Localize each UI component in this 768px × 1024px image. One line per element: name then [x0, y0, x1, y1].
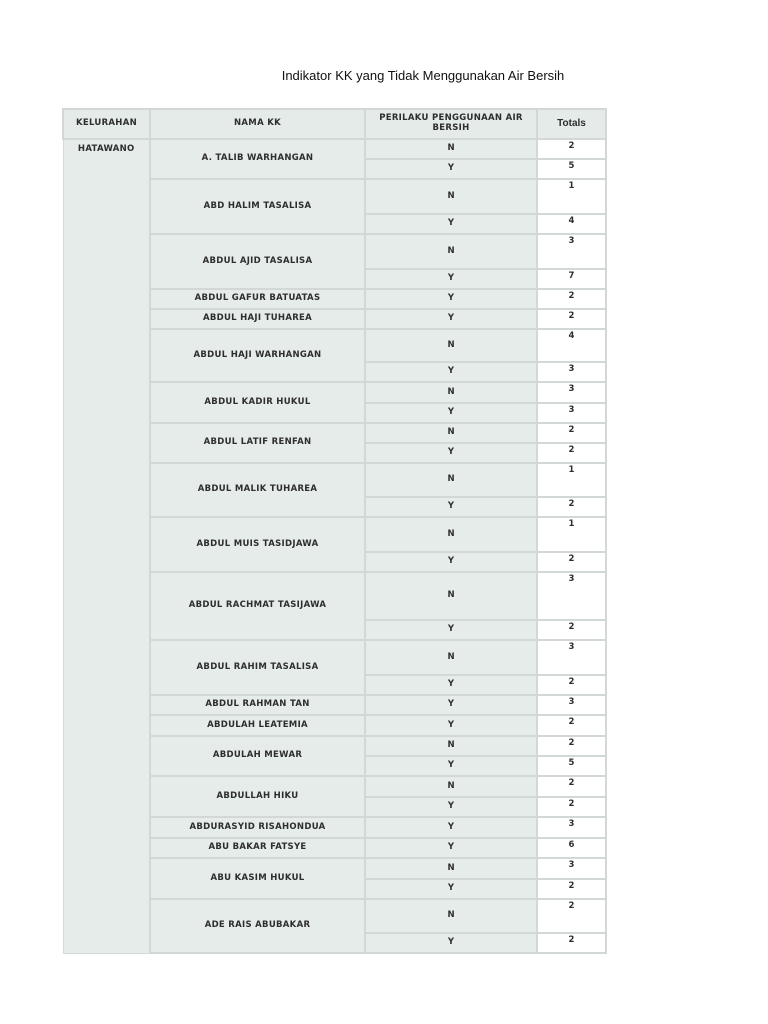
nama-kk-cell: ABDULAH LEATEMIA — [150, 715, 365, 736]
kelurahan-cell: HATAWANO — [63, 139, 150, 953]
total-cell: 2 — [537, 933, 606, 953]
column-header-kelurahan: KELURAHAN — [63, 109, 150, 139]
perilaku-cell: N — [365, 139, 537, 159]
perilaku-cell: Y — [365, 362, 537, 382]
perilaku-cell: N — [365, 382, 537, 403]
perilaku-cell: Y — [365, 443, 537, 463]
total-cell: 4 — [537, 329, 606, 362]
perilaku-cell: N — [365, 234, 537, 269]
total-cell: 3 — [537, 362, 606, 382]
perilaku-cell: Y — [365, 838, 537, 858]
perilaku-cell: N — [365, 423, 537, 443]
perilaku-cell: N — [365, 179, 537, 214]
total-cell: 3 — [537, 640, 606, 675]
nama-kk-cell: ABU BAKAR FATSYE — [150, 838, 365, 858]
nama-kk-cell: ADE RAIS ABUBAKAR — [150, 899, 365, 953]
total-cell: 2 — [537, 552, 606, 572]
nama-kk-cell: ABU KASIM HUKUL — [150, 858, 365, 899]
nama-kk-cell: ABDUL RACHMAT TASIJAWA — [150, 572, 365, 640]
column-header-nama-kk: NAMA KK — [150, 109, 365, 139]
nama-kk-cell: ABDURASYID RISAHONDUA — [150, 817, 365, 838]
total-cell: 5 — [537, 159, 606, 179]
total-cell: 3 — [537, 695, 606, 715]
total-cell: 3 — [537, 817, 606, 838]
total-cell: 2 — [537, 776, 606, 797]
total-cell: 2 — [537, 309, 606, 329]
total-cell: 1 — [537, 517, 606, 552]
total-cell: 2 — [537, 139, 606, 159]
perilaku-cell: Y — [365, 214, 537, 234]
total-cell: 2 — [537, 675, 606, 695]
perilaku-cell: N — [365, 517, 537, 552]
total-cell: 2 — [537, 497, 606, 517]
total-cell: 2 — [537, 715, 606, 736]
total-cell: 3 — [537, 234, 606, 269]
total-cell: 5 — [537, 756, 606, 776]
data-table — [62, 108, 607, 954]
perilaku-cell: Y — [365, 497, 537, 517]
perilaku-cell: Y — [365, 675, 537, 695]
column-header-perilaku: PERILAKU PENGGUNAAN AIR BERSIH — [365, 109, 537, 139]
perilaku-cell: N — [365, 736, 537, 756]
nama-kk-cell: ABDUL MALIK TUHAREA — [150, 463, 365, 517]
perilaku-cell: N — [365, 858, 537, 879]
perilaku-cell: N — [365, 640, 537, 675]
total-cell: 2 — [537, 899, 606, 933]
nama-kk-cell: ABDUL GAFUR BATUATAS — [150, 289, 365, 309]
nama-kk-cell: ABDUL HAJI TUHAREA — [150, 309, 365, 329]
total-cell: 2 — [537, 620, 606, 640]
perilaku-cell: Y — [365, 797, 537, 817]
perilaku-cell: Y — [365, 159, 537, 179]
total-cell: 3 — [537, 572, 606, 620]
perilaku-cell: Y — [365, 695, 537, 715]
table-body — [63, 139, 606, 953]
total-cell: 2 — [537, 289, 606, 309]
perilaku-cell: N — [365, 776, 537, 797]
total-cell: 2 — [537, 879, 606, 899]
perilaku-cell: Y — [365, 620, 537, 640]
nama-kk-cell: ABDUL AJID TASALISA — [150, 234, 365, 289]
nama-kk-cell: ABDUL RAHIM TASALISA — [150, 640, 365, 695]
nama-kk-cell: ABD HALIM TASALISA — [150, 179, 365, 234]
perilaku-cell: N — [365, 572, 537, 620]
nama-kk-cell: ABDUL HAJI WARHANGAN — [150, 329, 365, 382]
total-cell: 2 — [537, 797, 606, 817]
page-title: Indikator KK yang Tidak Menggunakan Air Bersih — [281, 68, 565, 83]
perilaku-cell: Y — [365, 879, 537, 899]
perilaku-cell: Y — [365, 309, 537, 329]
perilaku-cell: Y — [365, 269, 537, 289]
nama-kk-cell: ABDUL RAHMAN TAN — [150, 695, 365, 715]
nama-kk-cell: ABDUL KADIR HUKUL — [150, 382, 365, 423]
header-row — [63, 109, 606, 139]
nama-kk-cell: A. TALIB WARHANGAN — [150, 139, 365, 179]
perilaku-cell: Y — [365, 552, 537, 572]
total-cell: 7 — [537, 269, 606, 289]
perilaku-cell: Y — [365, 289, 537, 309]
total-cell: 2 — [537, 736, 606, 756]
perilaku-cell: N — [365, 329, 537, 362]
table-row — [63, 139, 606, 159]
perilaku-cell: Y — [365, 817, 537, 838]
nama-kk-cell: ABDULLAH HIKU — [150, 776, 365, 817]
total-cell: 3 — [537, 403, 606, 423]
nama-kk-cell: ABDUL MUIS TASIDJAWA — [150, 517, 365, 572]
perilaku-cell: Y — [365, 756, 537, 776]
nama-kk-cell: ABDULAH MEWAR — [150, 736, 365, 776]
perilaku-cell: Y — [365, 403, 537, 423]
nama-kk-cell: ABDUL LATIF RENFAN — [150, 423, 365, 463]
perilaku-cell: N — [365, 463, 537, 497]
total-cell: 1 — [537, 179, 606, 214]
total-cell: 2 — [537, 423, 606, 443]
total-cell: 3 — [537, 382, 606, 403]
perilaku-cell: N — [365, 899, 537, 933]
perilaku-cell: Y — [365, 933, 537, 953]
total-cell: 1 — [537, 463, 606, 497]
total-cell: 4 — [537, 214, 606, 234]
total-cell: 6 — [537, 838, 606, 858]
perilaku-cell: Y — [365, 715, 537, 736]
total-cell: 2 — [537, 443, 606, 463]
column-header-totals: Totals — [537, 109, 606, 139]
total-cell: 3 — [537, 858, 606, 879]
